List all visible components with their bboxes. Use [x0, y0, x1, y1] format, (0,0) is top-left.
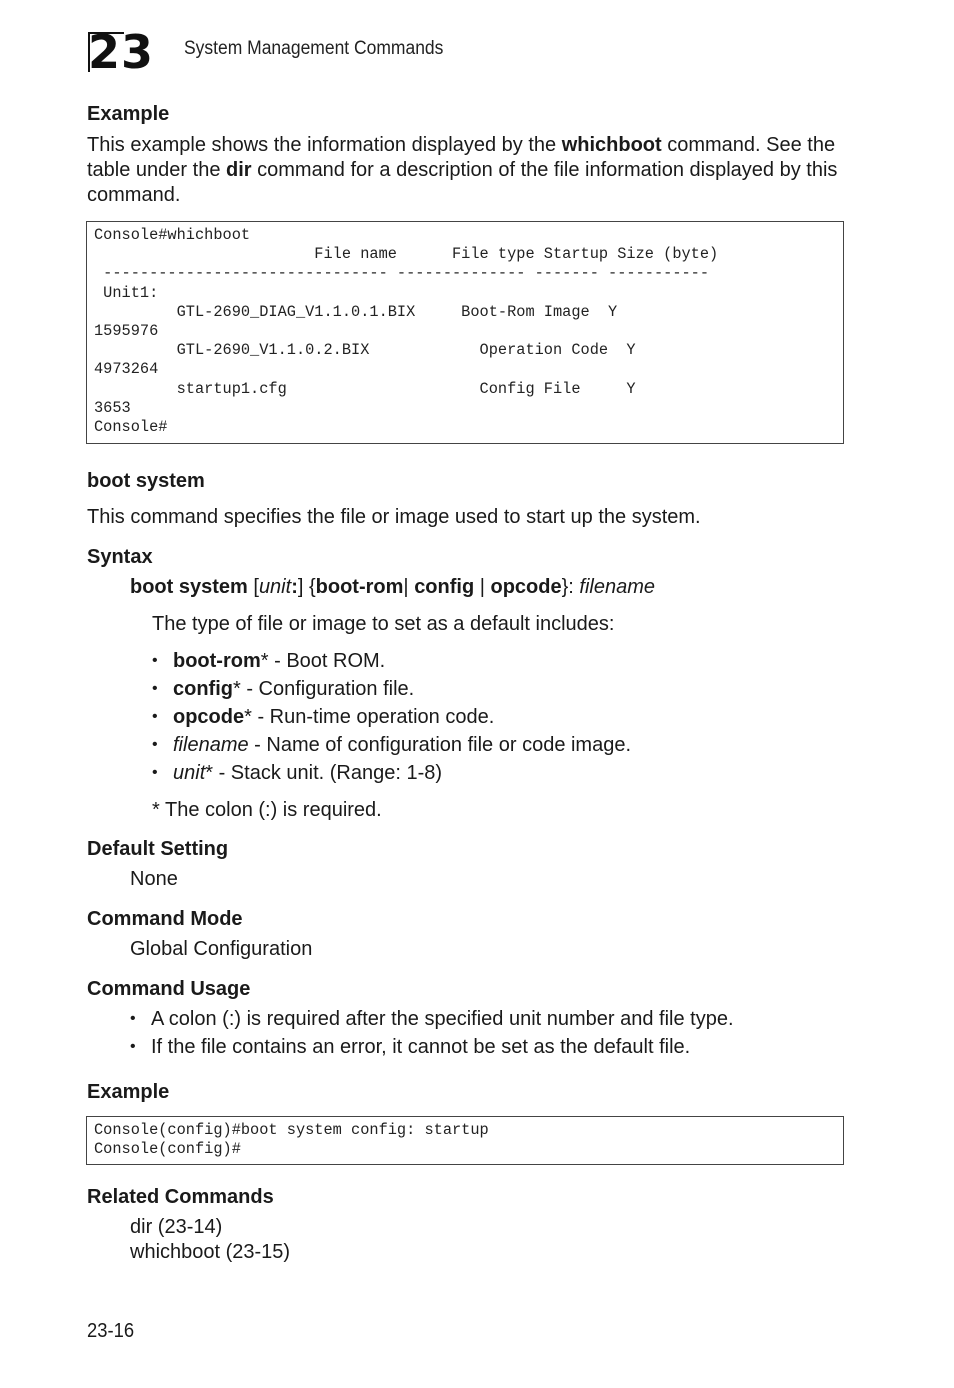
list-item	[152, 675, 631, 703]
command-title: boot system	[87, 470, 205, 492]
example-intro	[87, 133, 857, 208]
intro-text-2: command. See the table under the	[87, 134, 836, 181]
param-desc: * - Stack unit. (Range: 1-8)	[205, 762, 443, 784]
list-item	[152, 759, 631, 787]
code-line: GTL-2690_DIAG_V1.1.0.1.BIX Boot-Rom Image Y	[94, 302, 618, 321]
syntax-opcode: opcode	[490, 576, 562, 598]
intro-text-1: This example shows the information displayed by the	[87, 134, 562, 156]
chapter-title: System Management Commands	[184, 38, 444, 59]
syntax-boot-rom: boot-rom	[315, 576, 404, 598]
param-desc: * - Boot ROM.	[260, 650, 386, 672]
syntax-colon: :	[291, 576, 298, 598]
code-line: Unit1:	[94, 283, 159, 302]
chapter-number: 23	[88, 25, 155, 79]
related-command-dir[interactable]: dir (23-14)	[130, 1216, 223, 1238]
syntax-config: config	[414, 576, 475, 598]
code-line: 1595976	[94, 322, 159, 341]
syntax-command: boot system	[130, 576, 248, 598]
related-commands-list	[130, 1215, 290, 1265]
syntax-punct: }:	[561, 576, 580, 598]
param-name: unit	[173, 762, 206, 784]
syntax-punct: |	[474, 576, 491, 598]
code-line: 3653	[94, 398, 131, 417]
code-line: 4973264	[94, 360, 159, 379]
code-line: ------------------------------- -------------- ------- -----------	[94, 264, 710, 283]
related-command-whichboot[interactable]: whichboot (23-15)	[130, 1241, 291, 1263]
param-desc: * - Run-time operation code.	[244, 706, 495, 728]
syntax-line	[130, 575, 655, 600]
syntax-unit: unit	[258, 576, 292, 598]
whichboot-code-block	[86, 221, 844, 444]
code-line: startup1.cfg Config File Y	[94, 379, 636, 398]
param-name: opcode	[173, 706, 245, 728]
code-line: Console#whichboot	[94, 226, 251, 244]
example-heading: Example	[87, 103, 170, 125]
syntax-heading: Syntax	[87, 546, 153, 568]
code-line: Console(config)#	[94, 1140, 241, 1159]
param-desc: * - Configuration file.	[233, 678, 415, 700]
list-item	[152, 647, 631, 675]
parameter-list	[152, 647, 631, 787]
boot-system-code-block	[86, 1116, 844, 1165]
param-name: config	[173, 678, 233, 700]
code-line: GTL-2690_V1.1.0.2.BIX Operation Code Y	[94, 341, 636, 360]
list-item	[152, 731, 631, 759]
list-item: • A colon (:) is required after the specified unit number and file type.	[130, 1005, 734, 1033]
syntax-filename: filename	[579, 576, 656, 598]
intro-text-3: command for a description of the file information displayed by this command.	[87, 159, 838, 206]
command-mode-value: Global Configuration	[130, 938, 313, 960]
syntax-punct: |	[403, 576, 415, 598]
code-line: Console(config)#boot system config: startup	[94, 1121, 489, 1139]
param-desc: - Name of configuration file or code image.	[248, 734, 632, 756]
example-heading: Example	[87, 1081, 170, 1103]
intro-command-whichboot: whichboot	[561, 134, 662, 156]
code-line: File name File type Startup Size (byte)	[94, 245, 719, 264]
code-line: Console#	[94, 418, 168, 437]
type-intro: The type of file or image to set as a default includes:	[152, 613, 615, 635]
command-description: This command specifies the file or image used to start up the system.	[87, 506, 701, 528]
usage-list	[130, 1005, 734, 1061]
list-item: • If the file contains an error, it cannot be set as the default file.	[130, 1033, 734, 1061]
intro-command-dir: dir	[226, 159, 252, 181]
default-setting-heading: Default Setting	[87, 838, 229, 860]
syntax-punct: [	[247, 576, 259, 598]
page-number: 23-16	[87, 1320, 135, 1342]
command-usage-heading: Command Usage	[87, 978, 251, 1000]
default-setting-value: None	[130, 868, 178, 890]
syntax-punct: ] {	[297, 576, 316, 598]
command-mode-heading: Command Mode	[87, 908, 243, 930]
colon-note: * The colon (:) is required.	[152, 799, 382, 821]
param-name: boot-rom	[173, 650, 261, 672]
related-commands-heading: Related Commands	[87, 1186, 274, 1208]
param-name: filename	[173, 734, 249, 756]
list-item	[152, 703, 631, 731]
